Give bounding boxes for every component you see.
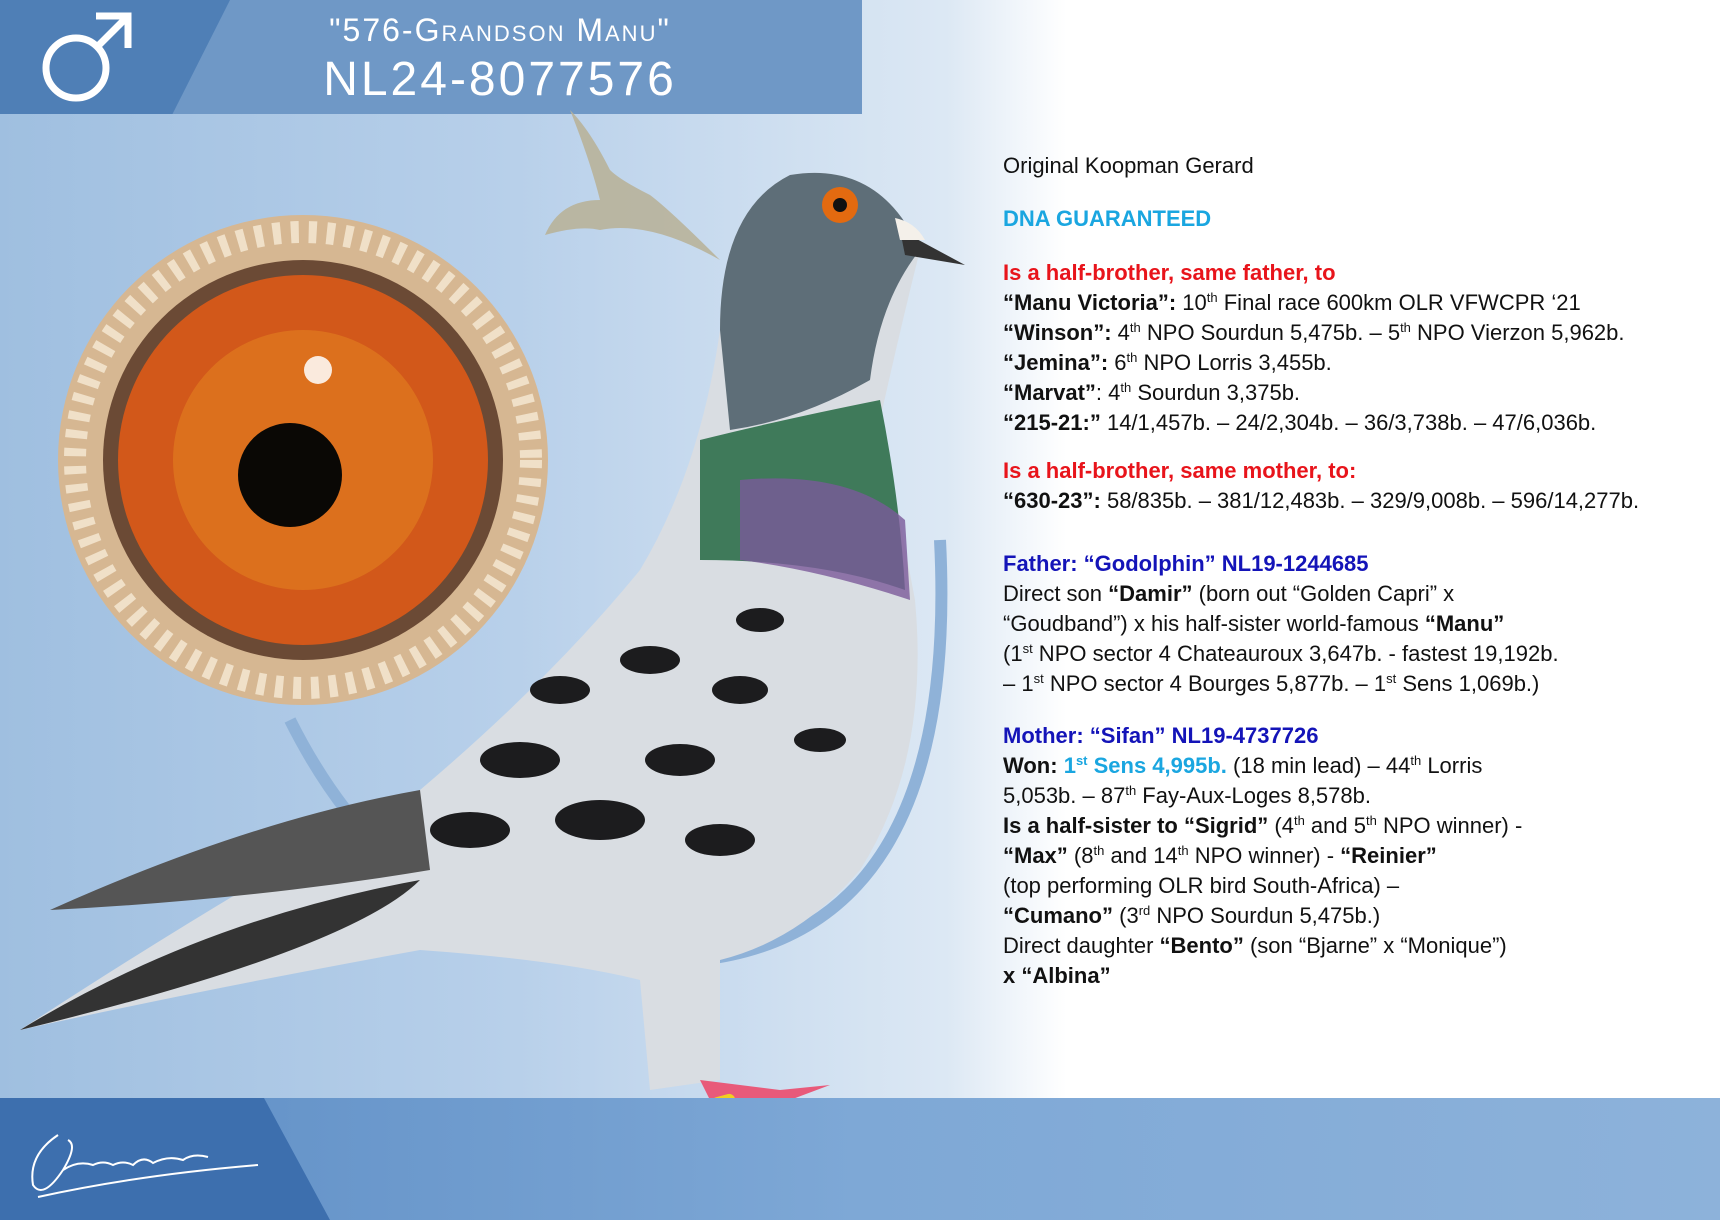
text-segment: (4 <box>1268 813 1294 838</box>
ordinal-suffix: th <box>1293 813 1305 828</box>
text-segment: (18 min lead) – 44 <box>1226 753 1411 778</box>
ordinal-suffix: th <box>1400 320 1411 335</box>
text-line <box>1003 841 1522 871</box>
text-segment: “Goudband”) x his half-sister world-famous <box>1003 611 1425 636</box>
text-segment: x “Albina” <box>1003 963 1111 988</box>
text-line <box>1003 486 1639 516</box>
text-segment: Fay-Aux-Loges 8,578b. <box>1136 783 1371 808</box>
text-segment: Sourdun 3,375b. <box>1131 380 1301 405</box>
text-segment: Is a half-brother, same father, to <box>1003 260 1336 285</box>
text-segment: Final race 600km OLR VFWCPR ‘21 <box>1217 290 1581 315</box>
ordinal-suffix: th <box>1410 753 1422 768</box>
text-segment: “Bento” <box>1159 933 1244 958</box>
pigeon-name: "576-Grandson Manu" <box>329 12 671 48</box>
text-segment: “Marvat” <box>1003 380 1096 405</box>
text-line <box>1003 961 1522 991</box>
father-section <box>1003 549 1559 699</box>
text-segment: Sens 4,995b. <box>1087 753 1227 778</box>
text-segment: Is a half-sister to “Sigrid” <box>1003 813 1269 838</box>
text-segment: “Max” <box>1003 843 1068 868</box>
text-line <box>1003 348 1625 378</box>
text-line <box>1003 721 1522 751</box>
text-line <box>1003 811 1522 841</box>
breeder-line <box>1003 151 1254 181</box>
ordinal-suffix: th <box>1126 350 1138 365</box>
text-segment: 6 <box>1108 350 1127 375</box>
text-segment: “Cumano” <box>1003 903 1113 928</box>
text-segment: (8 <box>1067 843 1094 868</box>
text-line <box>1003 318 1625 348</box>
text-segment: (son “Bjarne” x “Monique”) <box>1243 933 1507 958</box>
text-segment: 1 <box>1063 753 1076 778</box>
text-segment: NPO Vierzon 5,962b. <box>1410 320 1625 345</box>
text-segment: (3 <box>1113 903 1139 928</box>
text-line <box>1003 579 1559 609</box>
half-siblings-father <box>1003 258 1625 438</box>
text-segment: Direct son <box>1003 581 1109 606</box>
ordinal-suffix: th <box>1206 290 1218 305</box>
text-line <box>1003 204 1211 234</box>
text-line <box>1003 151 1254 181</box>
ordinal-suffix: st <box>1075 753 1088 768</box>
half-siblings-mother <box>1003 456 1639 516</box>
ordinal-suffix: th <box>1120 380 1132 395</box>
text-segment: Mother: “Sifan” NL19-4737726 <box>1003 723 1319 748</box>
text-line <box>1003 781 1522 811</box>
ordinal-suffix: th <box>1093 843 1105 858</box>
ordinal-suffix: th <box>1177 843 1189 858</box>
ordinal-suffix: th <box>1129 320 1141 335</box>
text-segment: 10 <box>1176 290 1207 315</box>
text-segment: NPO winner) - <box>1188 843 1341 868</box>
ordinal-suffix: th <box>1365 813 1377 828</box>
text-segment: (top performing OLR bird South-Africa) – <box>1003 873 1400 898</box>
text-segment: 58/835b. – 381/12,483b. – 329/9,008b. – 596/14,277b. <box>1100 488 1640 513</box>
text-line <box>1003 669 1559 699</box>
text-line <box>1003 609 1559 639</box>
text-segment: Original Koopman Gerard <box>1003 153 1254 178</box>
text-line <box>1003 901 1522 931</box>
text-line <box>1003 549 1559 579</box>
text-segment: Sens 1,069b.) <box>1396 671 1540 696</box>
text-line <box>1003 258 1625 288</box>
text-segment: Won: <box>1003 753 1064 778</box>
text-segment: NPO Sourdun 5,475b.) <box>1150 903 1381 928</box>
text-line <box>1003 639 1559 669</box>
text-segment: “Reinier” <box>1340 843 1437 868</box>
text-segment: and 14 <box>1104 843 1178 868</box>
text-segment: DNA GUARANTEED <box>1003 206 1212 231</box>
text-line <box>1003 456 1639 486</box>
text-segment: “630-23”: <box>1003 488 1101 513</box>
dna-badge <box>1003 204 1211 234</box>
pigeon-eye-closeup <box>58 215 548 705</box>
text-segment: 14/1,457b. – 24/2,304b. – 36/3,738b. – 47/6,036b. <box>1100 410 1597 435</box>
bird-silhouette-icon <box>545 110 720 260</box>
ordinal-suffix: st <box>1022 641 1033 656</box>
text-segment: and 5 <box>1304 813 1366 838</box>
text-segment: “Jemina”: <box>1003 350 1109 375</box>
text-segment: Father: “Godolphin” NL19-1244685 <box>1003 551 1369 576</box>
text-segment: – 1 <box>1003 671 1034 696</box>
koopman-signature-logo <box>18 1115 278 1205</box>
text-segment: 4 <box>1111 320 1130 345</box>
text-segment: Is a half-brother, same mother, to: <box>1003 458 1357 483</box>
text-segment: NPO sector 4 Chateauroux 3,647b. - fastest 19,192b. <box>1032 641 1559 666</box>
text-segment: NPO Sourdun 5,475b. – 5 <box>1140 320 1401 345</box>
text-segment: “Damir” <box>1108 581 1193 606</box>
text-segment: 5,053b. – 87 <box>1003 783 1126 808</box>
text-segment: NPO winner) - <box>1376 813 1523 838</box>
ordinal-suffix: st <box>1033 671 1044 686</box>
ordinal-suffix: th <box>1125 783 1137 798</box>
text-segment: (1 <box>1003 641 1023 666</box>
text-line <box>1003 378 1625 408</box>
ordinal-suffix: rd <box>1138 903 1151 918</box>
text-segment: NPO Lorris 3,455b. <box>1137 350 1332 375</box>
text-line <box>1003 751 1522 781</box>
mother-section <box>1003 721 1522 991</box>
text-segment: Lorris <box>1421 753 1483 778</box>
text-line <box>1003 408 1625 438</box>
text-segment: : 4 <box>1095 380 1121 405</box>
text-line <box>1003 931 1522 961</box>
text-segment: “Manu” <box>1424 611 1505 636</box>
text-line <box>1003 288 1625 318</box>
text-segment: “215-21:” <box>1003 410 1101 435</box>
ring-number: NL24-8077576 <box>323 53 677 106</box>
text-segment: “Winson”: <box>1003 320 1112 345</box>
text-segment: Direct daughter <box>1003 933 1160 958</box>
ordinal-suffix: st <box>1386 671 1397 686</box>
text-line <box>1003 871 1522 901</box>
text-segment: NPO sector 4 Bourges 5,877b. – 1 <box>1043 671 1387 696</box>
text-segment: “Manu Victoria”: <box>1003 290 1177 315</box>
text-segment: (born out “Golden Capri” x <box>1192 581 1455 606</box>
